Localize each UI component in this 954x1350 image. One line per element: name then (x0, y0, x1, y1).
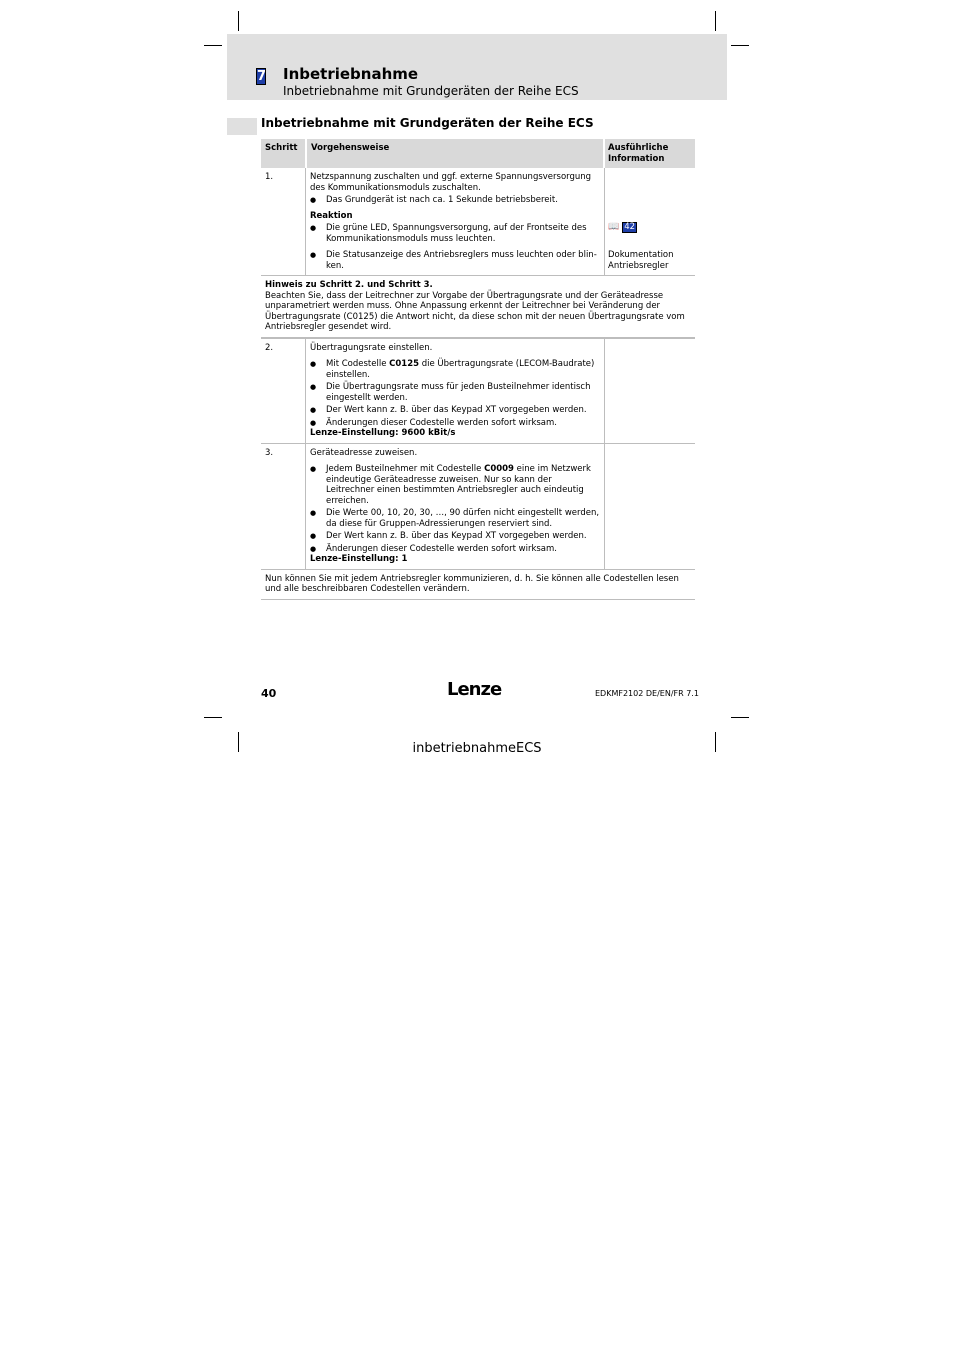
code-reference: C0009 (484, 464, 514, 474)
step-text: Übertragungsrate einstellen. (310, 342, 433, 353)
step-number: 3. (265, 447, 274, 458)
table-row-step-2 (261, 338, 695, 444)
table-row-step-1 (261, 168, 695, 276)
step-info (605, 168, 693, 275)
table-row-closing (261, 570, 695, 600)
page-number: 40 (261, 687, 277, 700)
section-marker (227, 118, 257, 135)
list-item: ● Änderungen dieser Codestelle werden sofort wirksam. (310, 544, 600, 555)
closing-text: Nun können Sie mit jedem Antriebsregler kommunizieren, d. h. Sie können alle Codestellen lesen und alle beschreibbaren Codestellen verändern. (265, 573, 679, 594)
list-item: ● Die grüne LED, Spannungsversorgung, auf der Frontseite des Kommunikationsmoduls muss leuchten. (310, 223, 600, 244)
footer-label: inbetriebnahmeECS (412, 741, 542, 756)
list-item: ● Der Wert kann z. B. über das Keypad XT vorgegeben werden. (310, 531, 600, 542)
table-header-row (261, 139, 695, 168)
note-title: Hinweis zu Schritt 2. und Schritt 3. (265, 280, 433, 290)
step-info (605, 339, 693, 443)
step-number: 1. (265, 172, 274, 182)
step-procedure (305, 168, 605, 275)
column-header-procedure: Vorgehensweise (305, 139, 605, 168)
page-link[interactable]: 42 (624, 222, 636, 232)
crop-mark (715, 11, 716, 31)
table-row-step-3 (261, 444, 695, 570)
list-item: ● Die Werte 00, 10, 20, 30, …, 90 dürfen nicht eingestellt werden, da diese für Gruppen-Adressierungen reserviert sind. (310, 508, 600, 529)
step-text: Geräteadresse zuweisen. (310, 447, 418, 458)
page-reference (608, 222, 693, 233)
note-cell (261, 276, 695, 337)
crop-mark (238, 11, 239, 31)
list-item: ● Der Wert kann z. B. über das Keypad XT vorgegeben werden. (310, 405, 600, 416)
table-row-note (261, 276, 695, 338)
crop-mark (204, 45, 222, 46)
reaction-label: Reaktion (310, 210, 353, 221)
crop-mark (204, 717, 222, 718)
default-setting: Lenze-Einstellung: 1 (310, 554, 408, 564)
chapter-number-badge[interactable]: 7 (257, 69, 267, 84)
section-title: Inbetriebnahme mit Grundgeräten der Reihe ECS (261, 116, 594, 130)
book-icon: 📖 (608, 222, 620, 233)
step-info (605, 444, 693, 569)
chapter-title: Inbetriebnahme (283, 65, 419, 83)
default-setting: Lenze-Einstellung: 9600 kBit/s (310, 428, 456, 438)
list-item: ● Die Statusanzeige des Antriebsreglers muss leuchten oder blin-ken. (310, 250, 600, 271)
column-header-step: Schritt (265, 143, 298, 153)
crop-mark (731, 717, 749, 718)
step-text: Netzspannung zuschalten und ggf. externe Spannungsversorgung des Kommunikationsmoduls zuschalten. (310, 172, 592, 193)
list-item: ● Das Grundgerät ist nach ca. 1 Sekunde betriebsbereit. (310, 195, 600, 206)
chapter-subtitle: Inbetriebnahme mit Grundgeräten der Reihe ECS (283, 84, 579, 98)
crop-mark (731, 45, 749, 46)
procedure-table (261, 139, 695, 600)
note-text: Beachten Sie, dass der Leitrechner zur Vorgabe der Übertragungsrate und der Geräteadresse unparametriert werden muss. Ohne Anpassung erkennt der Leitrechner bei Veränderung der Übertragungsrate (C0125) die Antwort nicht, da diese schon mit der neuen Übertragungsrate vom Antriebsregler gesendet wird. (265, 290, 685, 332)
brand-logo: Lenze (447, 679, 502, 700)
document-code: EDKMF2102 DE/EN/FR 7.1 (595, 689, 699, 698)
step-procedure (305, 444, 605, 569)
list-item: ● Die Übertragungsrate muss für jeden Busteilnehmer identisch eingestellt werden. (310, 382, 600, 403)
info-document: Dokumentation Antriebsregler (608, 250, 674, 271)
step-number: 2. (265, 342, 274, 353)
list-item: ● Jedem Busteilnehmer mit Codestelle C0009 eine im Netzwerk eindeutige Geräteadresse zuweisen. Nur so kann der Leitrechner einen bestimmten Antriebsregler auch eindeutig erreichen. (310, 464, 600, 506)
step-procedure (305, 339, 605, 443)
code-reference: C0125 (389, 359, 420, 369)
list-item: ● Mit Codestelle C0125 die Übertragungsrate (LECOM-Baudrate) einstellen. (310, 359, 600, 380)
list-item: ● Änderungen dieser Codestelle werden sofort wirksam. (310, 418, 600, 429)
column-header-info: Ausführliche Information (608, 143, 669, 164)
